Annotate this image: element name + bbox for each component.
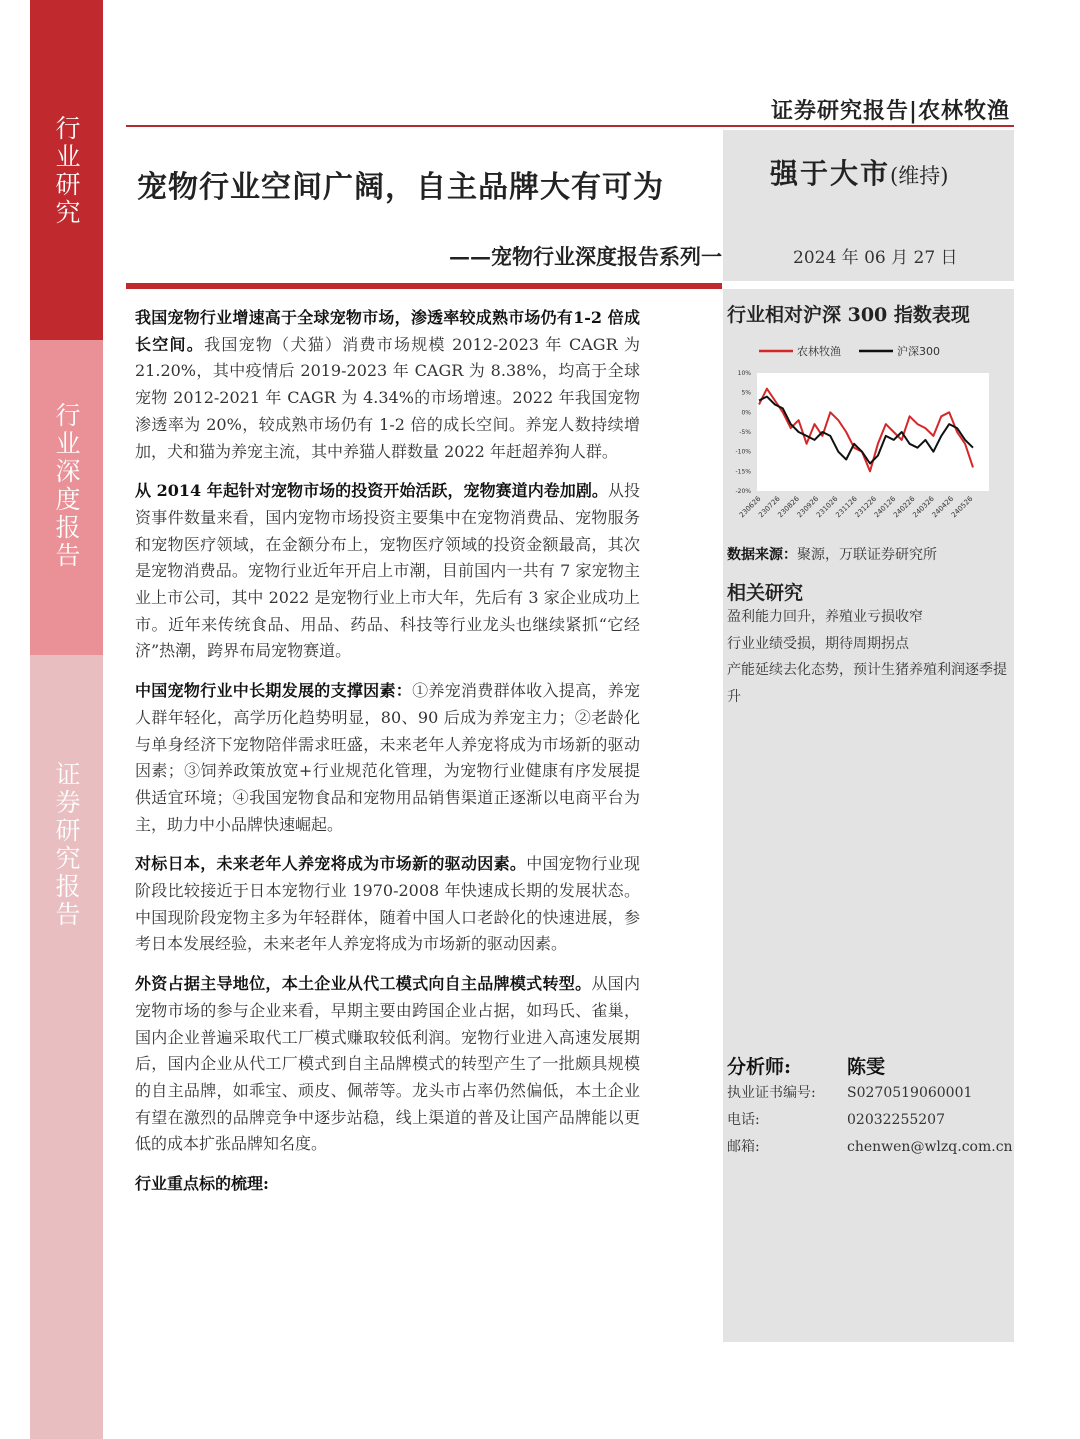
side-label-depth-report: 行业深度报告 bbox=[52, 402, 81, 570]
panel-gap bbox=[723, 281, 1014, 289]
chart-plot-area bbox=[757, 373, 989, 491]
related-research-item[interactable]: 盈利能力回升，养殖业亏损收窄 bbox=[727, 609, 923, 625]
report-category: 证券研究报告|农林牧渔 bbox=[770, 98, 1010, 124]
chart-source bbox=[727, 544, 937, 564]
side-section-industry-research bbox=[30, 0, 103, 340]
rating-label: 强于大市 bbox=[770, 157, 891, 190]
summary-body bbox=[135, 305, 640, 1211]
email-row bbox=[727, 1136, 1017, 1163]
side-label-securities-report: 证券研究报告 bbox=[52, 761, 81, 929]
analyst-name: 陈雯 bbox=[847, 1056, 886, 1078]
paragraph-text: 中国宠物行业现阶段比较接近于日本宠物行业 1970-2008 年快速成长期的发展状态。中国现阶段宠物主多为年轻群体，随着中国人口老龄化的快速进展，参考日本发展经验，未来老年人养宠将成为市场新的驱动因素。 bbox=[135, 854, 640, 954]
title-divider bbox=[126, 283, 722, 289]
analyst-block bbox=[727, 1052, 1017, 1163]
y-tick-label: 0% bbox=[741, 409, 751, 417]
paragraph-text: 从国内宠物市场的参与企业来看，早期主要由跨国企业占据，如玛氏、雀巢，国内企业普遍采取代工厂模式赚取较低利润。宠物行业进入高速发展期后，国内企业从代工厂模式到自主品牌模式的转型产生了一批颇具规模的自主品牌，如乖宝、顽皮、佩蒂等。龙头市占率仍然偏低，本土企业有望在激烈的品牌竞争中逐步站稳，线上渠道的普及让国产品牌能以更低的成本扩张品牌知名度。 bbox=[135, 974, 640, 1154]
summary-paragraph bbox=[135, 851, 640, 958]
x-tick-label: 240126 bbox=[872, 494, 898, 520]
analyst-label: 分析师: bbox=[727, 1056, 792, 1078]
paragraph-text: 从投资事件数量来看，国内宠物市场投资主要集中在宠物消费品、宠物服务和宠物医疗领域，在金额分布上，宠物医疗领域的投资金额最高，其次是宠物消费品。宠物行业近年开启上市潮，目前国内一共有 7 家宠物主业上市公司，其中 2022 是宠物行业上市大年，先后有 3 家企业成功上市。近年来传统食品、用品、药品、科技等行业龙头也继续紧抓“它经济”热潮，跨界布局宠物赛道。 bbox=[135, 481, 640, 661]
paragraph-lead: 从 2014 年起针对宠物市场的投资开始活跃，宠物赛道内卷加剧。 bbox=[135, 481, 608, 501]
paragraph-lead: 行业重点标的梳理: bbox=[135, 1174, 269, 1194]
header-divider bbox=[126, 125, 1014, 127]
phone-row bbox=[727, 1109, 1017, 1136]
x-tick-label: 230726 bbox=[757, 494, 782, 520]
x-tick-label: 240226 bbox=[892, 494, 917, 520]
cert-row bbox=[727, 1082, 1017, 1109]
cert-label: 执业证书编号: bbox=[727, 1085, 816, 1101]
relative-performance-chart bbox=[727, 335, 997, 540]
y-tick-label: 10% bbox=[737, 370, 751, 377]
chart-source-label: 数据来源： bbox=[727, 547, 797, 563]
side-label-industry-research: 行业研究 bbox=[52, 115, 81, 227]
y-tick-label: -15% bbox=[735, 468, 751, 476]
summary-paragraph bbox=[135, 971, 640, 1158]
x-tick-label: 231026 bbox=[814, 494, 840, 520]
y-tick-label: -5% bbox=[739, 429, 751, 436]
x-tick-label: 230926 bbox=[795, 494, 821, 520]
chart-source-value: 聚源，万联证券研究所 bbox=[797, 547, 937, 563]
side-strip bbox=[30, 0, 103, 1439]
related-research-list bbox=[727, 604, 1017, 710]
y-tick-label: -10% bbox=[735, 448, 751, 456]
rating-status: (维持) bbox=[890, 164, 949, 188]
x-tick-label: 240526 bbox=[949, 494, 975, 520]
summary-paragraph bbox=[135, 305, 640, 465]
x-tick-label: 240326 bbox=[911, 494, 936, 520]
y-tick-label: -20% bbox=[735, 488, 751, 495]
x-tick-label: 240426 bbox=[930, 494, 956, 520]
x-tick-label: 230826 bbox=[776, 494, 801, 520]
paragraph-lead: 对标日本，未来老年人养宠将成为市场新的驱动因素。 bbox=[135, 854, 527, 874]
analyst-row bbox=[727, 1052, 1017, 1082]
cert-number: S0270519060001 bbox=[847, 1085, 973, 1101]
rating-block bbox=[770, 152, 948, 192]
x-tick-label: 231126 bbox=[834, 494, 859, 520]
summary-paragraph bbox=[135, 1171, 640, 1198]
page-title: 宠物行业空间广阔，自主品牌大有可为 bbox=[137, 170, 664, 205]
page-subtitle: ——宠物行业深度报告系列一 bbox=[449, 244, 722, 269]
phone-number: 02032255207 bbox=[847, 1112, 945, 1128]
paragraph-lead: 外资占据主导地位，本土企业从代工模式向自主品牌模式转型。 bbox=[135, 974, 592, 994]
paragraph-lead: 中国宠物行业中长期发展的支撑因素： bbox=[135, 681, 413, 701]
paragraph-text: ①养宠消费群体收入提高，养宠人群年轻化，高学历化趋势明显，80、90 后成为养宠主力；②老龄化与单身经济下宠物陪伴需求旺盛，未来老年人养宠将成为市场新的驱动因素；③饲养政策放宽+行业规范化管理，为宠物行业健康有序发展提供适宜环境；④我国宠物食品和宠物用品销售渠道正逐渐以电商平台为主，助力中小品牌快速崛起。 bbox=[135, 681, 640, 834]
email-label: 邮箱: bbox=[727, 1139, 760, 1155]
side-section-depth-report bbox=[30, 340, 103, 655]
legend-label: 沪深300 bbox=[897, 345, 940, 358]
phone-label: 电话: bbox=[727, 1112, 760, 1128]
email-address[interactable]: chenwen@wlzq.com.cn bbox=[847, 1139, 1013, 1155]
summary-paragraph bbox=[135, 678, 640, 838]
x-tick-label: 231226 bbox=[853, 494, 879, 520]
summary-paragraph bbox=[135, 478, 640, 665]
related-research-title: 相关研究 bbox=[727, 582, 804, 604]
legend-label: 农林牧渔 bbox=[797, 345, 841, 358]
chart-title: 行业相对沪深 300 指数表现 bbox=[727, 304, 970, 326]
paragraph-text: 我国宠物（犬猫）消费市场规模 2012-2023 年 CAGR 为 21.20%，其中疫情后 2019-2023 年 CAGR 为 8.38%，均高于全球宠物 2012-2021 年 CAGR 为 4.34%的市场增速。2022 年我国宠物渗透率为 20%，较成熟市场仍有 1-2 倍的成长空间。养宠人数持续增加，犬和猫为养宠主流，其中养猫人群数量 2022 年赶超养狗人群。 bbox=[135, 334, 640, 461]
x-tick-label: 230626 bbox=[737, 494, 763, 520]
paragraph-lead: 我国宠物行业增速高于全球宠物市场，渗透率较成熟市场仍有1-2 倍成长空间。 bbox=[135, 308, 640, 354]
related-research-item[interactable]: 行业业绩受损，期待周期拐点 bbox=[727, 635, 909, 652]
related-research-item[interactable]: 产能延续去化态势，预计生猪养殖利润逐季提升 bbox=[727, 662, 1007, 705]
side-section-securities-report bbox=[30, 655, 103, 1439]
y-tick-label: 5% bbox=[741, 389, 751, 397]
report-date: 2024 年 06 月 27 日 bbox=[793, 248, 958, 268]
